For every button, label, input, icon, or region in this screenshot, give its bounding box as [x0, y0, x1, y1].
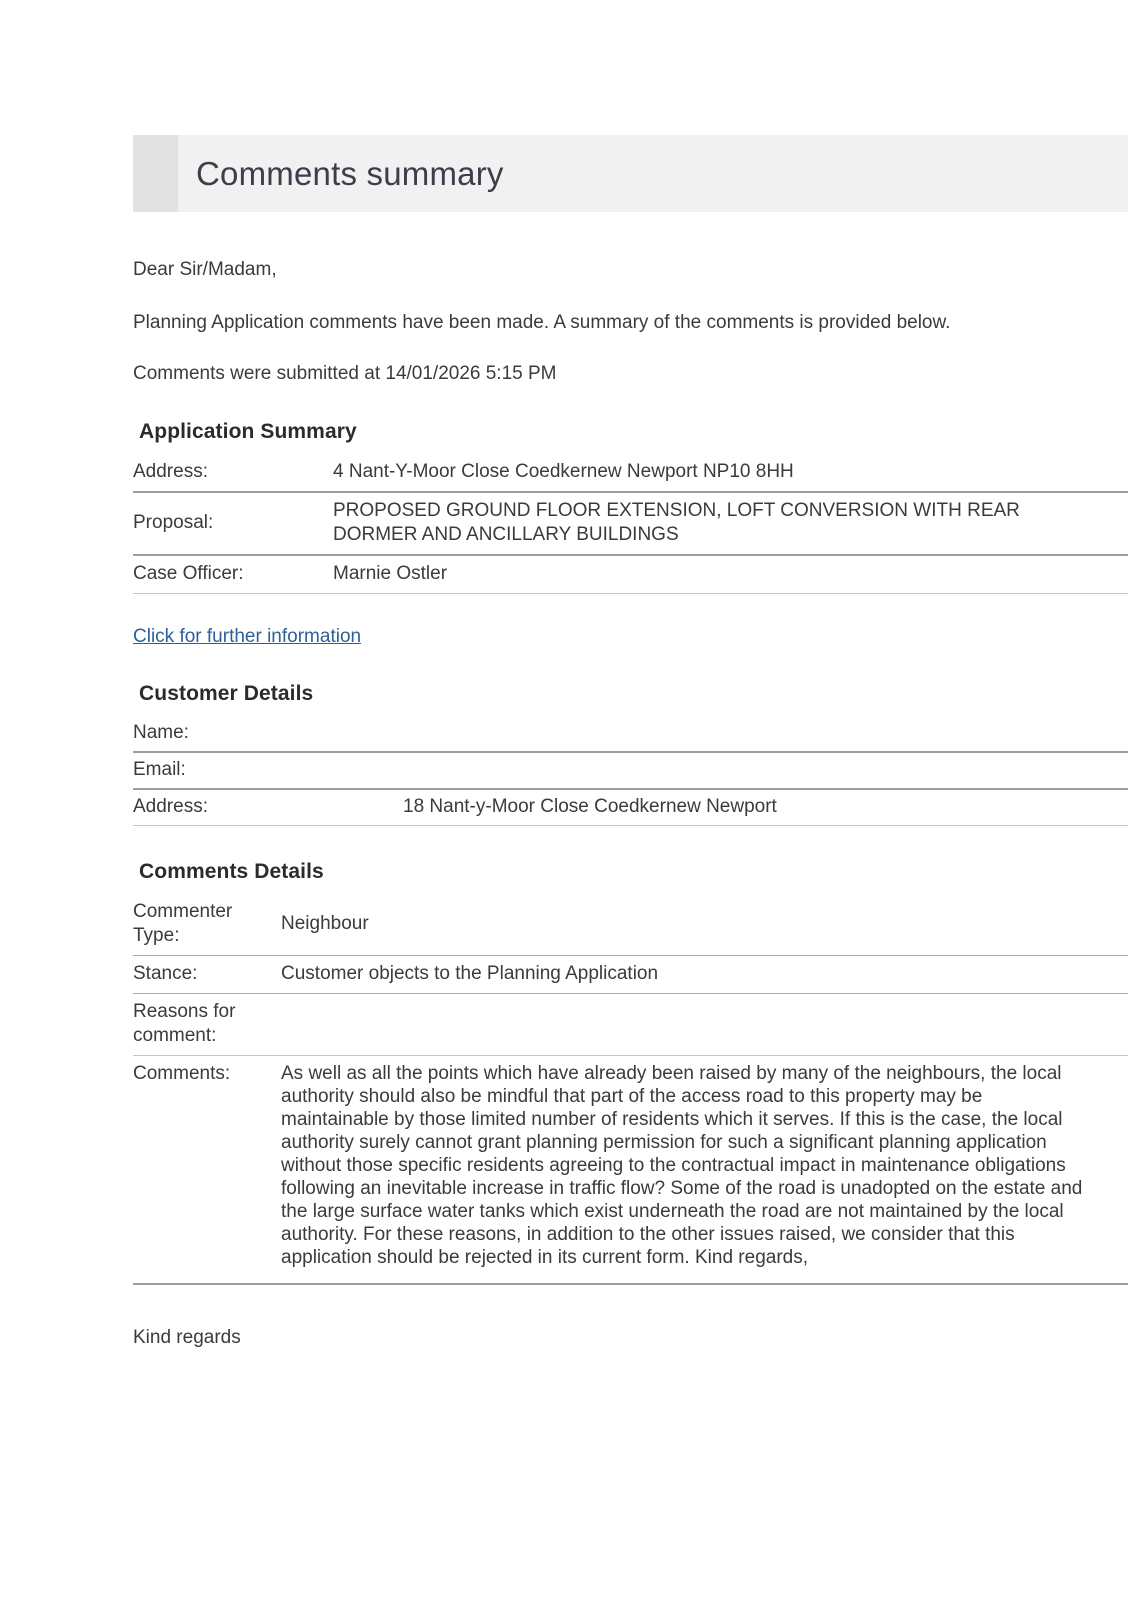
page-header	[133, 135, 1128, 212]
row-value: PROPOSED GROUND FLOOR EXTENSION, LOFT CONVERSION WITH REAR DORMER AND ANCILLARY BUILDINGS	[333, 500, 1020, 545]
customer-details-table	[133, 716, 1128, 826]
row-label: Address:	[133, 461, 208, 482]
row-label: Email:	[133, 759, 186, 780]
table-row-comments	[133, 1056, 1128, 1285]
table-row-stance	[133, 956, 1128, 994]
submitted-timestamp-text: Comments were submitted at 14/01/2026 5:15 PM	[133, 363, 557, 384]
row-label: Case Officer:	[133, 563, 244, 584]
greeting-text: Dear Sir/Madam,	[133, 259, 277, 280]
further-information-link[interactable]: Click for further information	[133, 626, 362, 647]
comments-details-heading: Comments Details	[139, 860, 324, 883]
row-label: Commenter Type:	[133, 901, 233, 946]
row-value: Neighbour	[281, 913, 369, 934]
table-row-commenter-type	[133, 894, 1128, 956]
further-information-link-container	[133, 626, 1128, 648]
signoff-text: Kind regards	[133, 1327, 241, 1348]
row-value: Customer objects to the Planning Application	[281, 963, 659, 984]
table-row-address	[133, 454, 1128, 493]
row-label: Address:	[133, 796, 208, 817]
row-label: Name:	[133, 722, 189, 743]
application-summary-heading: Application Summary	[139, 420, 357, 443]
row-label: Stance:	[133, 963, 198, 984]
table-row-customer-address	[133, 790, 1128, 826]
summary-intro-text: Planning Application comments have been made. A summary of the comments is provided below.	[133, 312, 951, 333]
row-value: 18 Nant-y-Moor Close Coedkernew Newport	[403, 796, 777, 817]
customer-details-heading: Customer Details	[139, 682, 314, 705]
comments-details-table	[133, 894, 1128, 1285]
application-summary-table	[133, 454, 1128, 594]
row-label: Proposal:	[133, 512, 214, 533]
row-label: Comments:	[133, 1063, 231, 1084]
table-row-reasons	[133, 994, 1128, 1056]
page-content	[133, 0, 1128, 1349]
row-label: Reasons for comment:	[133, 1001, 236, 1046]
header-accent-block	[133, 135, 178, 212]
table-row-case-officer	[133, 556, 1128, 594]
table-row-name	[133, 716, 1128, 753]
table-row-email	[133, 753, 1128, 790]
row-value: 4 Nant-Y-Moor Close Coedkernew Newport NP10 8HH	[333, 461, 794, 482]
row-value: Marnie Ostler	[333, 563, 448, 584]
comments-text: As well as all the points which have already been raised by many of the neighbours, the local authority should also be mindful that part of the access road to this property may be maintainable by those limited number of residents which it serves. If this is the case, the local authority surely cannot grant planning permission for such a significant planning application without those specific residents agreeing to the contractual impact in maintenance obligations following an inevitable increase in traffic flow? Some of the road is unadopted on the estate and the large surface water tanks which exist underneath the road are not maintained by the local authority. For these reasons, in addition to the other issues raised, we consider that this application should be rejected in its current form. Kind regards,	[281, 1063, 1083, 1268]
table-row-proposal	[133, 493, 1128, 556]
page-title: Comments summary	[196, 154, 504, 192]
